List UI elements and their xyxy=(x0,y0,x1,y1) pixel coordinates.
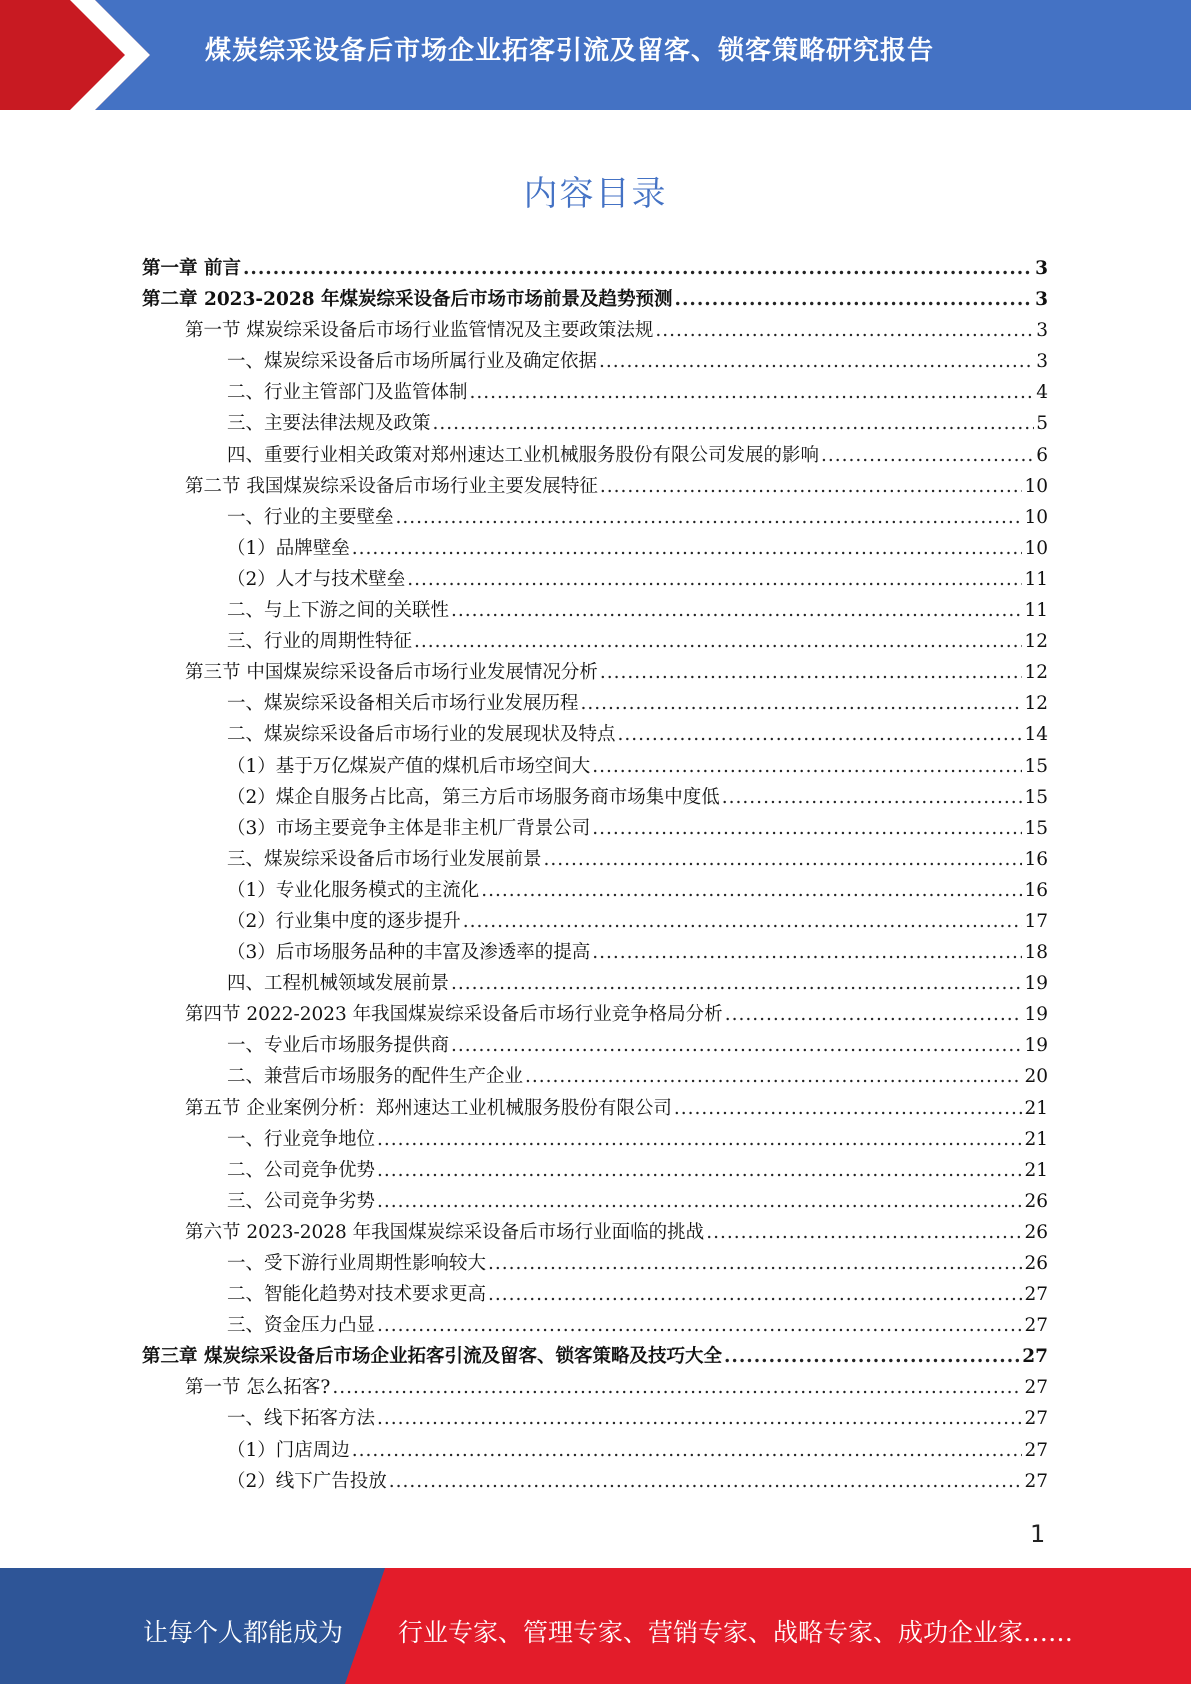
toc-entry-title: （1）基于万亿煤炭产值的煤机后市场空间大 xyxy=(227,755,591,777)
toc-entry-page-number: 16 xyxy=(1024,848,1048,870)
toc-entry[interactable] xyxy=(142,752,1048,783)
toc-dot-leader xyxy=(451,600,1022,621)
toc-entry[interactable] xyxy=(142,1000,1048,1031)
toc-entry-title: 第一节 怎么拓客? xyxy=(185,1377,331,1399)
toc-entry-page-number: 4 xyxy=(1036,382,1048,404)
toc-dot-leader xyxy=(674,1098,1023,1119)
toc-entry[interactable] xyxy=(142,783,1048,814)
toc-entry-title: （2）线下广告投放 xyxy=(227,1470,387,1492)
toc-dot-leader xyxy=(722,787,1023,808)
toc-entry-title: 四、工程机械领域发展前景 xyxy=(227,973,450,995)
toc-dot-leader xyxy=(470,382,1035,403)
toc-entry[interactable] xyxy=(142,441,1048,472)
toc-entry-page-number: 26 xyxy=(1024,1221,1048,1243)
toc-entry-page-number: 15 xyxy=(1024,786,1048,808)
toc-entry[interactable] xyxy=(142,845,1048,876)
toc-entry-title: （1）专业化服务模式的主流化 xyxy=(227,879,480,901)
toc-entry-page-number: 12 xyxy=(1024,693,1048,715)
toc-entry-page-number: 10 xyxy=(1024,475,1048,497)
toc-entry-title: 三、煤炭综采设备后市场行业发展前景 xyxy=(227,848,542,870)
toc-entry[interactable] xyxy=(142,1031,1048,1062)
toc-heading: 内容目录 xyxy=(523,174,668,214)
toc-entry-title: 一、受下游行业周期性影响较大 xyxy=(227,1253,487,1274)
toc-entry-title: 第五节 企业案例分析：郑州速达工业机械服务股份有限公司 xyxy=(185,1097,672,1119)
toc-entry-title: 二、智能化趋势对技术要求更高 xyxy=(227,1284,487,1306)
toc-dot-leader xyxy=(377,1129,1022,1150)
toc-dot-leader xyxy=(352,1440,1023,1461)
toc-entry-page-number: 21 xyxy=(1024,1128,1048,1150)
toc-entry[interactable] xyxy=(142,1311,1048,1342)
toc-entry[interactable] xyxy=(142,1404,1048,1435)
toc-entry-page-number: 3 xyxy=(1035,258,1048,279)
toc-entry-page-number: 19 xyxy=(1024,973,1048,995)
toc-entry-title: （2）煤企自服务占比高，第三方后市场服务商市场集中度低 xyxy=(227,786,720,808)
toc-entry[interactable] xyxy=(142,969,1048,1000)
toc-entry[interactable] xyxy=(142,1156,1048,1187)
toc-entry-title: （3）后市场服务品种的丰富及渗透率的提高 xyxy=(227,942,591,964)
toc-entry-page-number: 5 xyxy=(1036,413,1048,435)
toc-entry[interactable] xyxy=(142,1280,1048,1311)
toc-dot-leader xyxy=(481,880,1022,901)
toc-dot-leader xyxy=(618,724,1023,745)
toc-entry-page-number: 26 xyxy=(1024,1190,1048,1212)
toc-entry[interactable] xyxy=(142,627,1048,658)
toc-dot-leader xyxy=(396,507,1023,528)
toc-entry[interactable] xyxy=(142,1187,1048,1218)
page-header-banner xyxy=(0,0,1191,110)
toc-dot-leader xyxy=(600,662,1023,683)
toc-entry-page-number: 15 xyxy=(1024,755,1048,777)
toc-entry[interactable] xyxy=(142,1125,1048,1156)
toc-entry[interactable] xyxy=(142,409,1048,440)
toc-dot-leader xyxy=(243,258,1033,279)
toc-entry-page-number: 21 xyxy=(1024,1097,1048,1119)
toc-entry[interactable] xyxy=(142,378,1048,409)
toc-entry-page-number: 27 xyxy=(1024,1377,1048,1399)
toc-entry-title: 第二章 2023-2028 年煤炭综采设备后市场市场前景及趋势预测 xyxy=(142,289,673,311)
toc-entry-title: 二、公司竞争优势 xyxy=(227,1159,376,1181)
toc-dot-leader xyxy=(655,320,1034,341)
toc-entry-title: 二、煤炭综采设备后市场行业的发展现状及特点 xyxy=(227,724,616,746)
toc-entry-title: （2）行业集中度的逐步提升 xyxy=(227,910,461,932)
toc-entry-title: 第一节 煤炭综采设备后市场行业监管情况及主要政策法规 xyxy=(185,320,654,342)
toc-entry[interactable] xyxy=(142,285,1048,316)
report-title: 煤炭综采设备后市场企业拓客引流及留客、锁客策略研究报告 xyxy=(205,36,935,66)
toc-entry-title: 一、行业的主要壁垒 xyxy=(227,506,394,528)
toc-entry-title: 一、行业竞争地位 xyxy=(227,1128,376,1150)
toc-entry[interactable] xyxy=(142,1249,1048,1280)
toc-dot-leader xyxy=(451,973,1022,994)
toc-entry[interactable] xyxy=(142,689,1048,720)
toc-dot-leader xyxy=(407,569,1022,590)
toc-dot-leader xyxy=(377,1191,1022,1212)
toc-dot-leader xyxy=(724,1346,1020,1367)
toc-dot-leader xyxy=(332,1377,1022,1398)
toc-entry-title: 三、资金压力凸显 xyxy=(227,1315,376,1337)
toc-entry-page-number: 10 xyxy=(1024,537,1048,559)
footer-slogan-right: 行业专家、管理专家、营销专家、战略专家、成功企业家…… xyxy=(398,1618,1074,1647)
toc-entry[interactable] xyxy=(142,254,1048,285)
toc-dot-leader xyxy=(525,1066,1022,1087)
toc-dot-leader xyxy=(463,911,1023,932)
toc-entry-page-number: 11 xyxy=(1024,600,1048,622)
toc-dot-leader xyxy=(377,1160,1022,1181)
toc-entry-page-number: 27 xyxy=(1024,1470,1048,1492)
toc-entry-page-number: 20 xyxy=(1024,1066,1048,1088)
toc-entry-title: 第一章 前言 xyxy=(142,258,241,279)
toc-entry-page-number: 27 xyxy=(1024,1439,1048,1461)
toc-entry[interactable] xyxy=(142,1094,1048,1125)
toc-entry-page-number: 6 xyxy=(1036,444,1048,466)
toc-entry[interactable] xyxy=(142,596,1048,627)
toc-entry-page-number: 19 xyxy=(1024,1004,1048,1026)
toc-entry[interactable] xyxy=(142,658,1048,689)
toc-dot-leader xyxy=(675,289,1034,310)
toc-entry-title: 四、重要行业相关政策对郑州速达工业机械服务股份有限公司发展的影响 xyxy=(227,444,820,466)
toc-entry-page-number: 17 xyxy=(1024,910,1048,932)
toc-entry-title: 三、主要法律法规及政策 xyxy=(227,413,431,435)
toc-dot-leader xyxy=(600,476,1023,497)
toc-entry[interactable] xyxy=(142,1218,1048,1249)
toc-dot-leader xyxy=(377,1315,1022,1336)
toc-entry-title: 一、线下拓客方法 xyxy=(227,1408,376,1430)
toc-entry-page-number: 21 xyxy=(1024,1159,1048,1181)
toc-entry-title: 三、公司竞争劣势 xyxy=(227,1190,376,1212)
table-of-contents xyxy=(142,254,1048,1498)
toc-entry-page-number: 12 xyxy=(1024,631,1048,653)
toc-dot-leader xyxy=(706,1222,1022,1243)
toc-entry[interactable] xyxy=(142,1373,1048,1404)
toc-entry[interactable] xyxy=(142,720,1048,751)
page-footer-banner xyxy=(0,1568,1191,1684)
toc-entry[interactable] xyxy=(142,472,1048,503)
toc-entry-title: （2）人才与技术壁垒 xyxy=(227,568,406,590)
toc-entry[interactable] xyxy=(142,347,1048,378)
toc-dot-leader xyxy=(592,942,1022,963)
toc-entry-page-number: 26 xyxy=(1024,1253,1048,1274)
toc-dot-leader xyxy=(451,1035,1022,1056)
toc-entry-title: 一、煤炭综采设备后市场所属行业及确定依据 xyxy=(227,351,598,373)
toc-entry-title: （3）市场主要竞争主体是非主机厂背景公司 xyxy=(227,817,591,839)
toc-entry[interactable] xyxy=(142,565,1048,596)
toc-entry-page-number: 3 xyxy=(1036,351,1048,373)
toc-dot-leader xyxy=(581,693,1023,714)
toc-entry-page-number: 27 xyxy=(1024,1408,1048,1430)
toc-entry-page-number: 27 xyxy=(1024,1284,1048,1306)
toc-entry[interactable] xyxy=(142,1436,1048,1467)
toc-entry-page-number: 3 xyxy=(1036,320,1048,342)
toc-entry-page-number: 18 xyxy=(1024,942,1048,964)
toc-entry-title: 第三章 煤炭综采设备后市场企业拓客引流及留客、锁客策略及技巧大全 xyxy=(142,1346,722,1368)
toc-entry-title: 第四节 2022-2023 年我国煤炭综采设备后市场行业竞争格局分析 xyxy=(185,1004,723,1026)
toc-entry-page-number: 11 xyxy=(1024,568,1048,590)
toc-entry-title: 三、行业的周期性特征 xyxy=(227,631,413,653)
toc-entry[interactable] xyxy=(142,1467,1048,1498)
toc-entry[interactable] xyxy=(142,938,1048,969)
toc-dot-leader xyxy=(544,849,1023,870)
toc-entry-title: 二、兼营后市场服务的配件生产企业 xyxy=(227,1066,524,1088)
toc-dot-leader xyxy=(377,1408,1022,1429)
toc-entry-page-number: 19 xyxy=(1024,1035,1048,1057)
toc-entry-title: 第二节 我国煤炭综采设备后市场行业主要发展特征 xyxy=(185,475,598,497)
page-number: 1 xyxy=(1030,1520,1046,1548)
toc-entry-title: （1）品牌壁垒 xyxy=(227,537,350,559)
toc-entry-title: 二、与上下游之间的关联性 xyxy=(227,600,450,622)
toc-dot-leader xyxy=(352,538,1023,559)
toc-entry[interactable] xyxy=(142,907,1048,938)
toc-dot-leader xyxy=(414,631,1022,652)
toc-entry-page-number: 3 xyxy=(1035,289,1048,311)
toc-entry-title: 第六节 2023-2028 年我国煤炭综采设备后市场行业面临的挑战 xyxy=(185,1221,705,1243)
toc-entry-page-number: 15 xyxy=(1024,817,1048,839)
toc-entry[interactable] xyxy=(142,503,1048,534)
toc-entry[interactable] xyxy=(142,814,1048,845)
toc-dot-leader xyxy=(592,756,1022,777)
toc-entry-title: 一、专业后市场服务提供商 xyxy=(227,1035,450,1057)
toc-entry[interactable] xyxy=(142,534,1048,565)
toc-entry-page-number: 16 xyxy=(1024,879,1048,901)
toc-dot-leader xyxy=(389,1471,1023,1492)
toc-dot-leader xyxy=(725,1004,1023,1025)
toc-entry[interactable] xyxy=(142,1062,1048,1093)
toc-dot-leader xyxy=(433,413,1035,434)
toc-entry[interactable] xyxy=(142,1342,1048,1373)
toc-entry-title: 第三节 中国煤炭综采设备后市场行业发展情况分析 xyxy=(185,662,598,684)
toc-entry-page-number: 10 xyxy=(1024,506,1048,528)
toc-entry-page-number: 14 xyxy=(1024,724,1048,746)
toc-entry-title: 二、行业主管部门及监管体制 xyxy=(227,382,468,404)
toc-dot-leader xyxy=(488,1253,1022,1274)
toc-entry-page-number: 27 xyxy=(1024,1315,1048,1337)
toc-dot-leader xyxy=(592,818,1022,839)
toc-entry[interactable] xyxy=(142,316,1048,347)
toc-entry[interactable] xyxy=(142,876,1048,907)
toc-dot-leader xyxy=(599,351,1034,372)
toc-entry-page-number: 12 xyxy=(1024,662,1048,684)
footer-slogan-left: 让每个人都能成为 xyxy=(143,1618,344,1647)
toc-entry-title: （1）门店周边 xyxy=(227,1439,350,1461)
toc-dot-leader xyxy=(488,1284,1022,1305)
toc-dot-leader xyxy=(821,445,1034,466)
toc-entry-title: 一、煤炭综采设备相关后市场行业发展历程 xyxy=(227,693,579,715)
toc-entry-page-number: 27 xyxy=(1022,1346,1048,1368)
